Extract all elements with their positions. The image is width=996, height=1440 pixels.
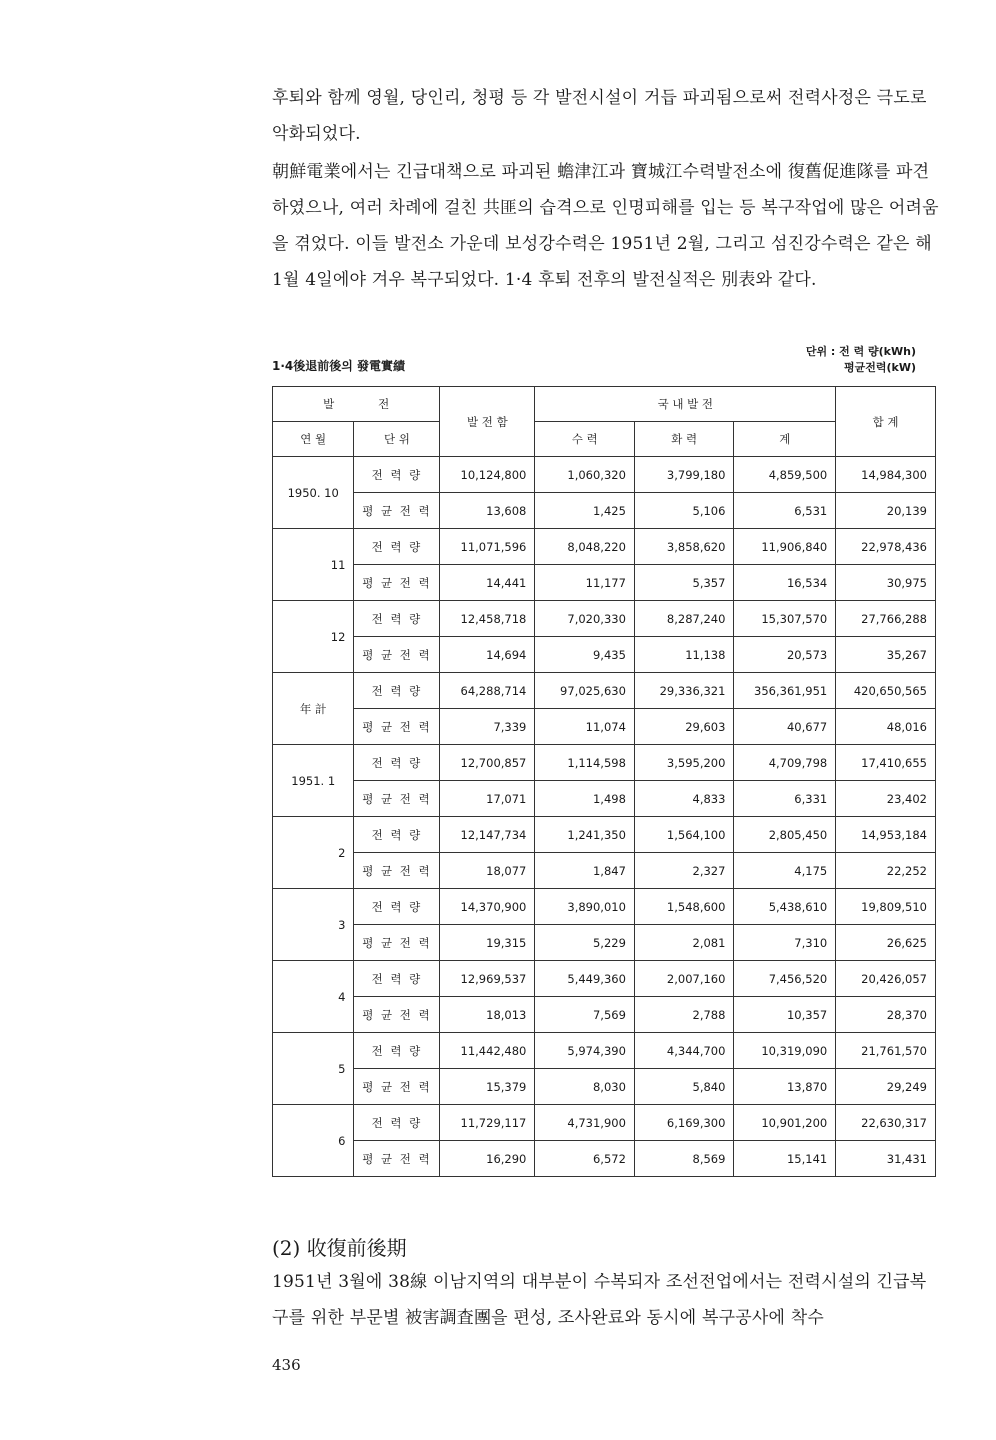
gen-total-cell: 64,288,714 xyxy=(440,673,535,709)
unit-label-power: 평 균 전 력 xyxy=(354,637,440,673)
grand-total-cell: 22,252 xyxy=(836,853,936,889)
grand-total-cell: 27,766,288 xyxy=(836,601,936,637)
unit-label-power: 평 균 전 력 xyxy=(354,565,440,601)
header-domestic: 국 내 발 전 xyxy=(535,387,836,422)
table-row xyxy=(273,853,936,889)
header-thermal: 화 력 xyxy=(634,422,734,457)
thermal-cell: 4,344,700 xyxy=(634,1033,734,1069)
gen-total-cell: 17,071 xyxy=(440,781,535,817)
header-hydro: 수 력 xyxy=(535,422,635,457)
table-body xyxy=(273,457,936,1177)
gen-total-cell: 11,071,596 xyxy=(440,529,535,565)
gen-total-cell: 14,694 xyxy=(440,637,535,673)
hydro-cell: 1,114,598 xyxy=(535,745,635,781)
thermal-cell: 6,169,300 xyxy=(634,1105,734,1141)
thermal-cell: 11,138 xyxy=(634,637,734,673)
hydro-cell: 8,030 xyxy=(535,1069,635,1105)
unit-label-energy: 전 력 량 xyxy=(354,529,440,565)
header-unit: 단 위 xyxy=(354,422,440,457)
table-row xyxy=(273,745,936,781)
thermal-cell: 29,603 xyxy=(634,709,734,745)
table-row xyxy=(273,493,936,529)
domestic-sum-cell: 10,357 xyxy=(734,997,836,1033)
gen-total-cell: 18,077 xyxy=(440,853,535,889)
table-row xyxy=(273,961,936,997)
hydro-cell: 6,572 xyxy=(535,1141,635,1177)
hydro-cell: 5,449,360 xyxy=(535,961,635,997)
grand-total-cell: 20,139 xyxy=(836,493,936,529)
period-cell: 12 xyxy=(273,601,354,673)
thermal-cell: 3,595,200 xyxy=(634,745,734,781)
grand-total-cell: 17,410,655 xyxy=(836,745,936,781)
thermal-cell: 8,569 xyxy=(634,1141,734,1177)
table-row xyxy=(273,997,936,1033)
hydro-cell: 8,048,220 xyxy=(535,529,635,565)
table-row xyxy=(273,889,936,925)
gen-total-cell: 11,729,117 xyxy=(440,1105,535,1141)
table-row xyxy=(273,457,936,493)
header-generation-total: 발 전 함 xyxy=(440,387,535,457)
unit-label-energy: 전 력 량 xyxy=(354,961,440,997)
hydro-cell: 7,569 xyxy=(535,997,635,1033)
domestic-sum-cell: 6,331 xyxy=(734,781,836,817)
period-cell: 3 xyxy=(273,889,354,961)
hydro-cell: 1,060,320 xyxy=(535,457,635,493)
gen-total-cell: 12,147,734 xyxy=(440,817,535,853)
table-row xyxy=(273,1105,936,1141)
thermal-cell: 5,840 xyxy=(634,1069,734,1105)
grand-total-cell: 14,953,184 xyxy=(836,817,936,853)
table-row xyxy=(273,817,936,853)
page-number: 436 xyxy=(272,1356,301,1374)
gen-total-cell: 11,442,480 xyxy=(440,1033,535,1069)
unit-label-power: 평 균 전 력 xyxy=(354,709,440,745)
unit-label-power: 평 균 전 력 xyxy=(354,1069,440,1105)
section-heading: (2) 收復前後期 xyxy=(272,1236,407,1260)
unit-label-energy: 전 력 량 xyxy=(354,673,440,709)
hydro-cell: 1,241,350 xyxy=(535,817,635,853)
gen-total-cell: 16,290 xyxy=(440,1141,535,1177)
thermal-cell: 2,081 xyxy=(634,925,734,961)
unit-label-power: 평 균 전 력 xyxy=(354,1141,440,1177)
header-grand-total: 합 계 xyxy=(836,387,936,457)
grand-total-cell: 26,625 xyxy=(836,925,936,961)
domestic-sum-cell: 10,901,200 xyxy=(734,1105,836,1141)
unit-label-energy: 전 력 량 xyxy=(354,457,440,493)
grand-total-cell: 31,431 xyxy=(836,1141,936,1177)
grand-total-cell: 22,978,436 xyxy=(836,529,936,565)
domestic-sum-cell: 15,141 xyxy=(734,1141,836,1177)
period-cell: 2 xyxy=(273,817,354,889)
gen-total-cell: 12,969,537 xyxy=(440,961,535,997)
header-generation: 발 전 xyxy=(273,387,440,422)
unit-label-energy: 전 력 량 xyxy=(354,1033,440,1069)
grand-total-cell: 14,984,300 xyxy=(836,457,936,493)
unit-energy: 단위 : 전 력 량(kWh) xyxy=(805,345,916,358)
table-row xyxy=(273,1141,936,1177)
paragraph-repair: 朝鮮電業에서는 긴급대책으로 파괴된 蟾津江과 寶城江수력발전소에 復舊促進隊를 파견하였으나, 여러 차례에 걸친 共匪의 습격으로 인명피해를 입는 등 복구작업에 많은 어려움을 겪었다. 이들 발전소 가운데 보성강수력은 1951년 2월, 그리고 섬진강수력은 같은 해 1월 4일에야 겨우 복구되었다. 1·4 후퇴 전후의 발전실적은 別表와 같다. xyxy=(272,162,939,290)
thermal-cell: 5,106 xyxy=(634,493,734,529)
thermal-cell: 4,833 xyxy=(634,781,734,817)
hydro-cell: 9,435 xyxy=(535,637,635,673)
thermal-cell: 1,564,100 xyxy=(634,817,734,853)
hydro-cell: 1,847 xyxy=(535,853,635,889)
unit-label-power: 평 균 전 력 xyxy=(354,925,440,961)
hydro-cell: 11,074 xyxy=(535,709,635,745)
table-unit-note xyxy=(806,344,916,376)
period-cell: 年 計 xyxy=(273,673,354,745)
paragraph-recovery: 1951년 3월에 38線 이남지역의 대부분이 수복되자 조선전업에서는 전력시설의 긴급복구를 위한 부문별 被害調査團을 편성, 조사완료와 동시에 복구공사에 착수 xyxy=(272,1272,927,1328)
unit-label-power: 평 균 전 력 xyxy=(354,853,440,889)
domestic-sum-cell: 356,361,951 xyxy=(734,673,836,709)
domestic-sum-cell: 11,906,840 xyxy=(734,529,836,565)
hydro-cell: 1,498 xyxy=(535,781,635,817)
gen-total-cell: 19,315 xyxy=(440,925,535,961)
gen-total-cell: 13,608 xyxy=(440,493,535,529)
domestic-sum-cell: 15,307,570 xyxy=(734,601,836,637)
gen-total-cell: 18,013 xyxy=(440,997,535,1033)
domestic-sum-cell: 6,531 xyxy=(734,493,836,529)
grand-total-cell: 22,630,317 xyxy=(836,1105,936,1141)
gen-total-cell: 7,339 xyxy=(440,709,535,745)
period-cell: 5 xyxy=(273,1033,354,1105)
domestic-sum-cell: 4,175 xyxy=(734,853,836,889)
thermal-cell: 3,858,620 xyxy=(634,529,734,565)
domestic-sum-cell: 7,456,520 xyxy=(734,961,836,997)
grand-total-cell: 21,761,570 xyxy=(836,1033,936,1069)
thermal-cell: 8,287,240 xyxy=(634,601,734,637)
gen-total-cell: 14,370,900 xyxy=(440,889,535,925)
hydro-cell: 1,425 xyxy=(535,493,635,529)
thermal-cell: 2,327 xyxy=(634,853,734,889)
domestic-sum-cell: 20,573 xyxy=(734,637,836,673)
grand-total-cell: 48,016 xyxy=(836,709,936,745)
paragraph-intro: 후퇴와 함께 영월, 당인리, 청평 등 각 발전시설이 거듭 파괴됨으로써 전력사정은 극도로 악화되었다. xyxy=(272,88,933,144)
gen-total-cell: 15,379 xyxy=(440,1069,535,1105)
domestic-sum-cell: 40,677 xyxy=(734,709,836,745)
period-cell: 1951. 1 xyxy=(273,745,354,817)
generation-table xyxy=(272,386,936,1177)
unit-label-power: 평 균 전 력 xyxy=(354,997,440,1033)
hydro-cell: 97,025,630 xyxy=(535,673,635,709)
domestic-sum-cell: 13,870 xyxy=(734,1069,836,1105)
period-cell: 11 xyxy=(273,529,354,601)
table-row xyxy=(273,601,936,637)
table-row xyxy=(273,673,936,709)
unit-label-power: 평 균 전 력 xyxy=(354,781,440,817)
unit-label-power: 평 균 전 력 xyxy=(354,493,440,529)
domestic-sum-cell: 10,319,090 xyxy=(734,1033,836,1069)
unit-power: 평균전력(kW) xyxy=(843,361,916,374)
grand-total-cell: 29,249 xyxy=(836,1069,936,1105)
period-cell: 6 xyxy=(273,1105,354,1177)
period-cell: 1950. 10 xyxy=(273,457,354,529)
grand-total-cell: 20,426,057 xyxy=(836,961,936,997)
unit-label-energy: 전 력 량 xyxy=(354,817,440,853)
grand-total-cell: 420,650,565 xyxy=(836,673,936,709)
header-year-month: 연 월 xyxy=(273,422,354,457)
table-row xyxy=(273,1033,936,1069)
unit-label-energy: 전 력 량 xyxy=(354,601,440,637)
thermal-cell: 3,799,180 xyxy=(634,457,734,493)
hydro-cell: 4,731,900 xyxy=(535,1105,635,1141)
hydro-cell: 7,020,330 xyxy=(535,601,635,637)
grand-total-cell: 30,975 xyxy=(836,565,936,601)
thermal-cell: 2,007,160 xyxy=(634,961,734,997)
thermal-cell: 5,357 xyxy=(634,565,734,601)
domestic-sum-cell: 5,438,610 xyxy=(734,889,836,925)
domestic-sum-cell: 7,310 xyxy=(734,925,836,961)
unit-label-energy: 전 력 량 xyxy=(354,1105,440,1141)
table-row xyxy=(273,709,936,745)
unit-label-energy: 전 력 량 xyxy=(354,889,440,925)
hydro-cell: 5,229 xyxy=(535,925,635,961)
grand-total-cell: 35,267 xyxy=(836,637,936,673)
hydro-cell: 11,177 xyxy=(535,565,635,601)
table-row xyxy=(273,925,936,961)
domestic-sum-cell: 4,859,500 xyxy=(734,457,836,493)
thermal-cell: 29,336,321 xyxy=(634,673,734,709)
domestic-sum-cell: 16,534 xyxy=(734,565,836,601)
gen-total-cell: 14,441 xyxy=(440,565,535,601)
gen-total-cell: 12,700,857 xyxy=(440,745,535,781)
table-row xyxy=(273,529,936,565)
thermal-cell: 1,548,600 xyxy=(634,889,734,925)
hydro-cell: 3,890,010 xyxy=(535,889,635,925)
gen-total-cell: 12,458,718 xyxy=(440,601,535,637)
grand-total-cell: 28,370 xyxy=(836,997,936,1033)
table-row xyxy=(273,781,936,817)
hydro-cell: 5,974,390 xyxy=(535,1033,635,1069)
grand-total-cell: 23,402 xyxy=(836,781,936,817)
table-caption: 1·4後退前後의 發電實績 xyxy=(272,359,406,373)
domestic-sum-cell: 4,709,798 xyxy=(734,745,836,781)
domestic-sum-cell: 2,805,450 xyxy=(734,817,836,853)
thermal-cell: 2,788 xyxy=(634,997,734,1033)
period-cell: 4 xyxy=(273,961,354,1033)
table-row xyxy=(273,1069,936,1105)
gen-total-cell: 10,124,800 xyxy=(440,457,535,493)
header-sum: 계 xyxy=(734,422,836,457)
table-row xyxy=(273,637,936,673)
table-row xyxy=(273,565,936,601)
unit-label-energy: 전 력 량 xyxy=(354,745,440,781)
grand-total-cell: 19,809,510 xyxy=(836,889,936,925)
